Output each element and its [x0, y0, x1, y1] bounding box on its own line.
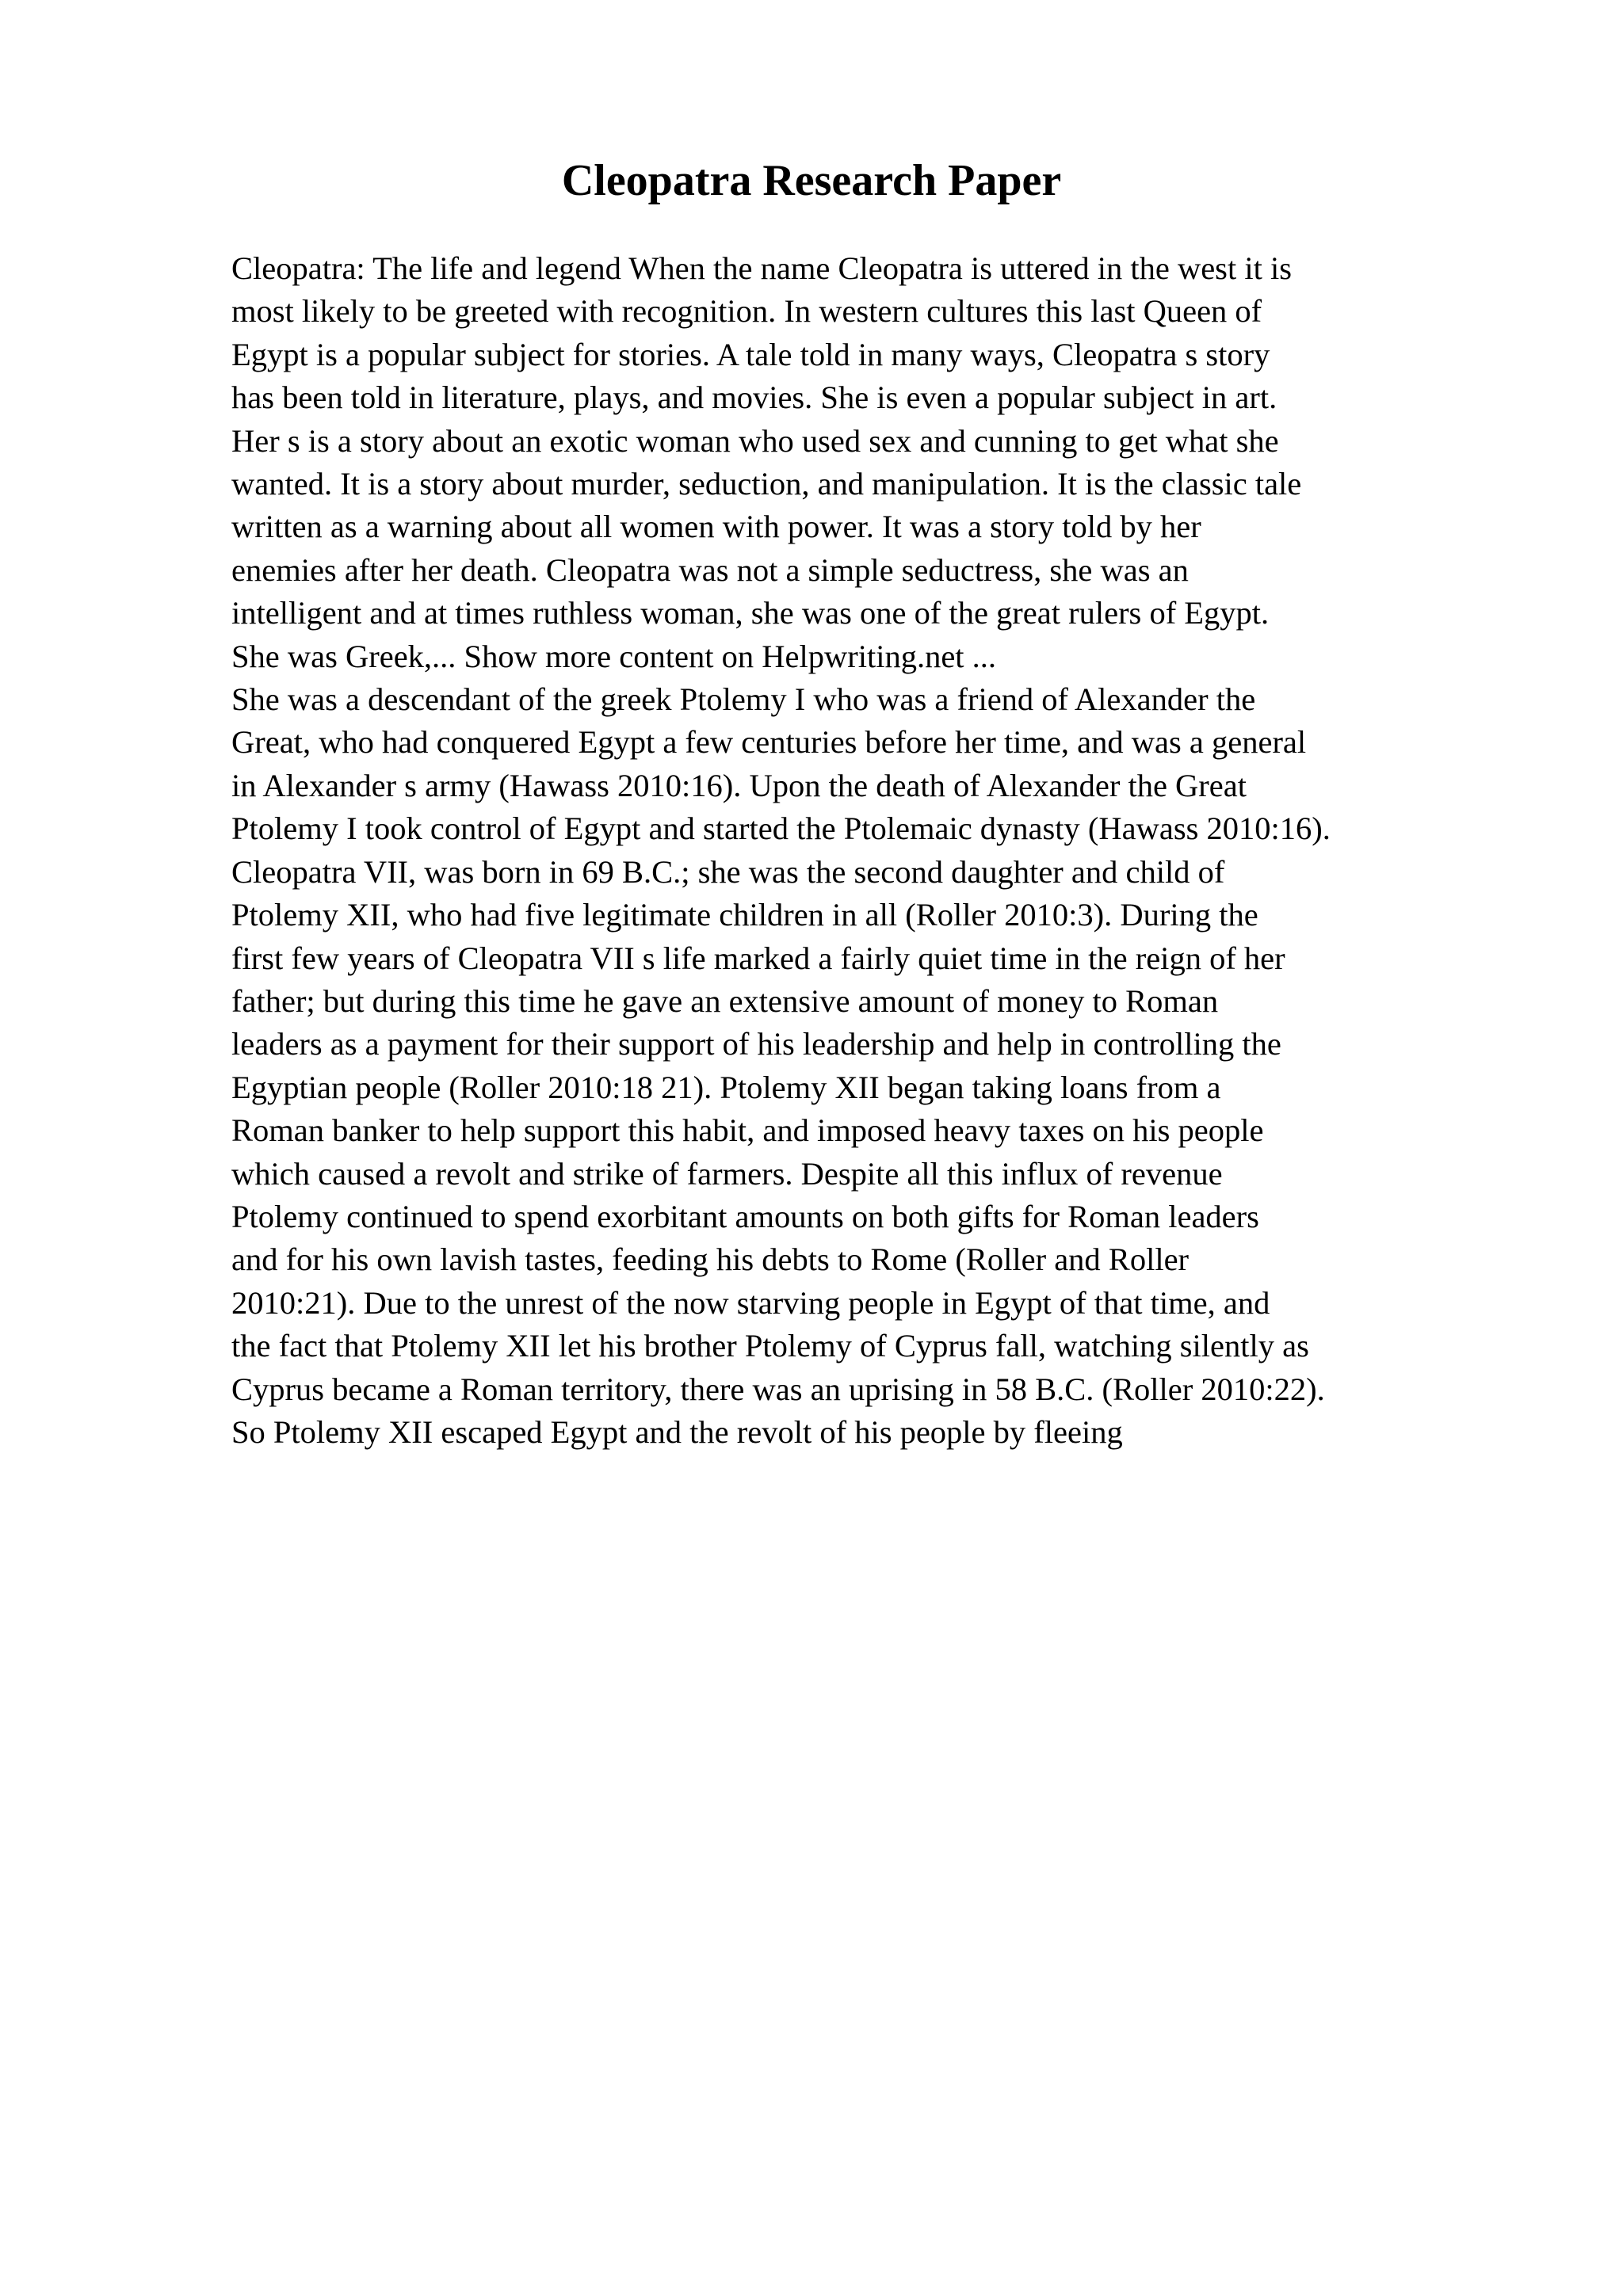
body-line: the fact that Ptolemy XII let his brother Ptolemy of Cyprus fall, watching silently as: [231, 1328, 1309, 1364]
body-line: Great, who had conquered Egypt a few centuries before her time, and was a general: [231, 724, 1307, 761]
document-title: Cleopatra Research Paper: [561, 156, 1062, 205]
body-line: Ptolemy continued to spend exorbitant amounts on both gifts for Roman leaders: [231, 1198, 1259, 1234]
body-line: has been told in literature, plays, and movies. She is even a popular subject in art.: [231, 379, 1277, 416]
body-line: wanted. It is a story about murder, seduction, and manipulation. It is the classic tale: [231, 466, 1302, 502]
body-line: written as a warning about all women with power. It was a story told by her: [231, 509, 1201, 545]
body-line: Cleopatra VII, was born in 69 B.C.; she was the second daughter and child of: [231, 853, 1225, 890]
body-line: She was Greek,... Show more content on Helpwriting.net ...: [231, 638, 997, 674]
body-line: She was a descendant of the greek Ptolemy I who was a friend of Alexander the: [231, 681, 1256, 718]
body-line: Ptolemy I took control of Egypt and started the Ptolemaic dynasty (Hawass 2010:16).: [231, 810, 1331, 847]
body-line: Cleopatra: The life and legend When the name Cleopatra is uttered in the west it is: [231, 250, 1292, 286]
body-line: enemies after her death. Cleopatra was not a simple seductress, she was an: [231, 551, 1189, 588]
body-line: intelligent and at times ruthless woman, she was one of the great rulers of Egypt.: [231, 595, 1270, 631]
body-line: Her s is a story about an exotic woman who used sex and cunning to get what she: [231, 422, 1279, 459]
body-line: Roman banker to help support this habit, and imposed heavy taxes on his people: [231, 1112, 1264, 1149]
body-line: leaders as a payment for their support of his leadership and help in controlling the: [231, 1026, 1281, 1062]
body-line: and for his own lavish tastes, feeding his debts to Rome (Roller and Roller: [231, 1241, 1190, 1278]
body-line: Cyprus became a Roman territory, there was an uprising in 58 B.C. (Roller 2010:22).: [231, 1371, 1325, 1407]
body-line: 2010:21). Due to the unrest of the now starving people in Egypt of that time, and: [231, 1284, 1270, 1321]
body-line: most likely to be greeted with recognition. In western cultures this last Queen of: [231, 293, 1262, 330]
body-line: which caused a revolt and strike of farmers. Despite all this influx of revenue: [231, 1155, 1223, 1192]
body-line: Egypt is a popular subject for stories. A tale told in many ways, Cleopatra s story: [231, 336, 1270, 372]
body-line: father; but during this time he gave an extensive amount of money to Roman: [231, 982, 1219, 1019]
body-line: Ptolemy XII, who had five legitimate children in all (Roller 2010:3). During the: [231, 897, 1258, 933]
body-line: Egyptian people (Roller 2010:18 21). Ptolemy XII began taking loans from a: [231, 1069, 1221, 1105]
body-line: in Alexander s army (Hawass 2010:16). Upon the death of Alexander the Great: [231, 767, 1247, 803]
body-line: first few years of Cleopatra VII s life marked a fairly quiet time in the reign of her: [231, 940, 1285, 976]
body-line: So Ptolemy XII escaped Egypt and the revolt of his people by fleeing: [231, 1413, 1123, 1450]
document-body: [231, 247, 1515, 1454]
